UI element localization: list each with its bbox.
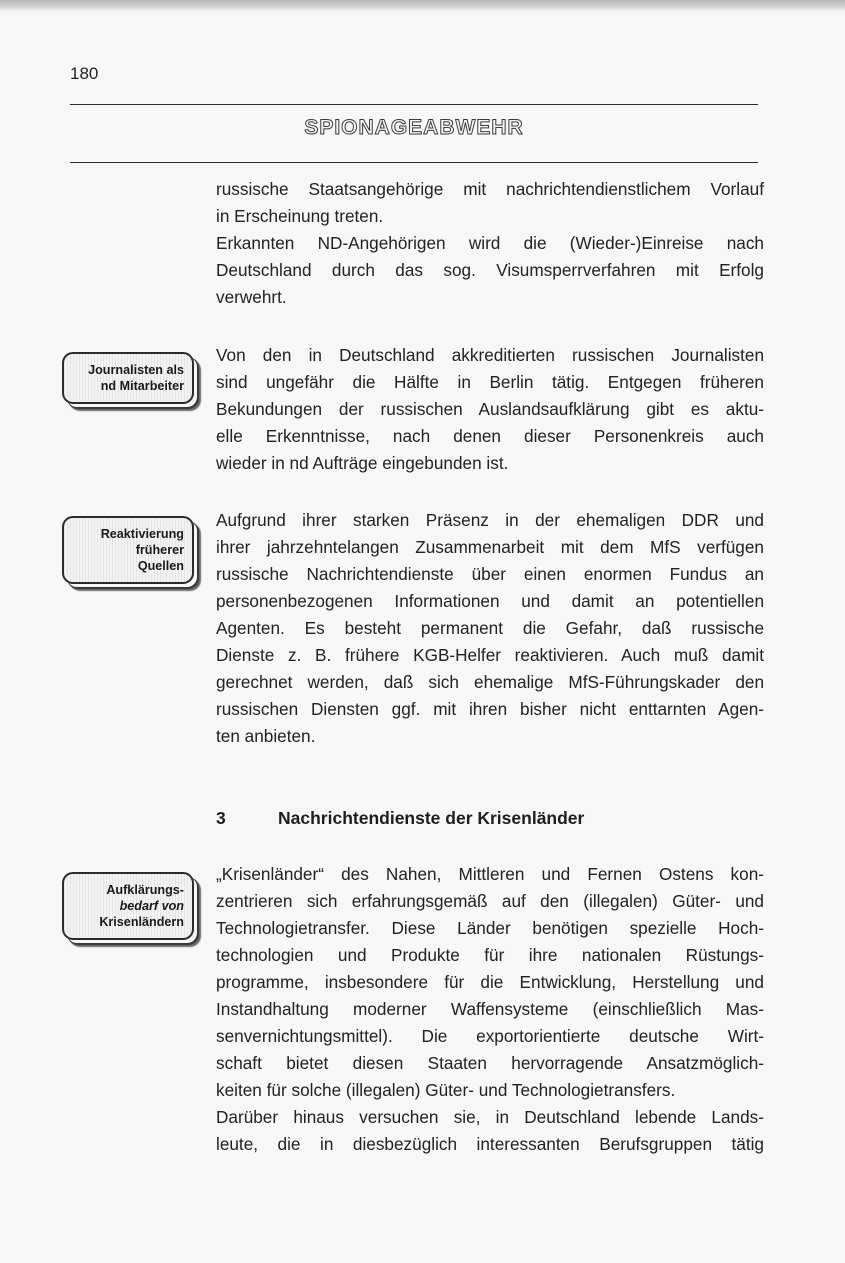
margin-note-journalists (62, 352, 194, 404)
text-line: „Krisenländer“ des Nahen, Mittleren und Fernen Ostens kon- (216, 864, 764, 884)
text-line: russischen Diensten ggf. mit ihren bisher nicht enttarnten Agen- (216, 699, 764, 719)
text-line: gerechnet werden, daß sich ehemalige MfS-Führungskader den (216, 672, 764, 692)
text-line: technologien und Produkte für ihre nationalen Rüstungs- (216, 945, 764, 965)
text-line: russische Staatsangehörige mit nachrichtendienstlichem Vorlauf (216, 179, 764, 199)
text-line: in Erscheinung treten. (216, 206, 384, 226)
paragraph-2 (216, 342, 764, 477)
text-line: wieder in nd Aufträge eingebunden ist. (216, 453, 509, 473)
header-rule-bottom (70, 162, 758, 163)
text-line: Dienste z. B. frühere KGB-Helfer reaktivieren. Auch muß damit (216, 645, 764, 665)
section-number: 3 (216, 808, 226, 828)
margin-note-line: nd Mitarbeiter (100, 379, 184, 393)
text-line: Erkannten ND-Angehörigen wird die (Wieder-)Einreise nach (216, 233, 764, 253)
text-line: ten anbieten. (216, 726, 316, 746)
scan-edge-shadow (0, 0, 845, 12)
page-number: 180 (70, 64, 99, 83)
text-line: Bekundungen der russischen Auslandsaufklärung gibt es aktu- (216, 399, 764, 419)
margin-note-line: Aufklärungs- (106, 883, 184, 897)
running-head: SPIONAGEABWEHR (304, 116, 524, 139)
paragraph-1 (216, 176, 764, 311)
text-line: programme, insbesondere für die Entwicklung, Herstellung und (216, 972, 764, 992)
text-line: sind ungefähr die Hälfte in Berlin tätig. Entgegen früheren (216, 372, 764, 392)
text-line: leute, die in diesbezüglich interessanten Berufsgruppen tätig (216, 1134, 764, 1154)
margin-note-line: Journalisten als (88, 363, 184, 377)
text-line: russische Nachrichtendienste über einen enormen Fundus an (216, 564, 764, 584)
text-line: Technologietransfer. Diese Länder benötigen spezielle Hoch- (216, 918, 764, 938)
margin-note-line: bedarf von (119, 899, 184, 913)
text-line: personenbezogenen Informationen und damit an potentiellen (216, 591, 764, 611)
margin-note-line: Krisenländern (99, 915, 184, 929)
text-line: ihrer jahrzehntelangen Zusammenarbeit mit dem MfS verfügen (216, 537, 764, 557)
paragraph-3 (216, 507, 764, 750)
text-line: Von den in Deutschland akkreditierten russischen Journalisten (216, 345, 764, 365)
section-heading (216, 808, 764, 829)
text-line: keiten für solche (illegalen) Güter- und Technologietransfers. (216, 1080, 676, 1100)
header-rule-top (70, 104, 758, 105)
text-line: Agenten. Es besteht permanent die Gefahr, daß russische (216, 618, 764, 638)
text-line: elle Erkenntnisse, nach denen dieser Personenkreis auch (216, 426, 764, 446)
text-line: Deutschland durch das sog. Visumsperrverfahren mit Erfolg (216, 260, 764, 280)
text-line: Darüber hinaus versuchen sie, in Deutschland lebende Lands- (216, 1107, 764, 1127)
margin-note-line: früherer (135, 543, 184, 557)
text-line: senvernichtungsmittel). Die exportorientierte deutsche Wirt- (216, 1026, 764, 1046)
text-line: Aufgrund ihrer starken Präsenz in der ehemaligen DDR und (216, 510, 764, 530)
margin-note-crisis-countries (62, 872, 194, 940)
text-line: zentrieren sich erfahrungsgemäß auf den (illegalen) Güter- und (216, 891, 764, 911)
text-line: verwehrt. (216, 287, 287, 307)
margin-note-reactivation (62, 516, 194, 584)
text-line: Instandhaltung moderner Waffensysteme (einschließlich Mas- (216, 999, 764, 1019)
margin-note-line: Quellen (137, 559, 184, 573)
paragraph-4 (216, 861, 764, 1158)
margin-note-line: Reaktivierung (100, 527, 184, 541)
section-title: Nachrichtendienste der Krisenländer (278, 808, 585, 828)
text-line: schaft bietet diesen Staaten hervorragende Ansatzmöglich- (216, 1053, 764, 1073)
